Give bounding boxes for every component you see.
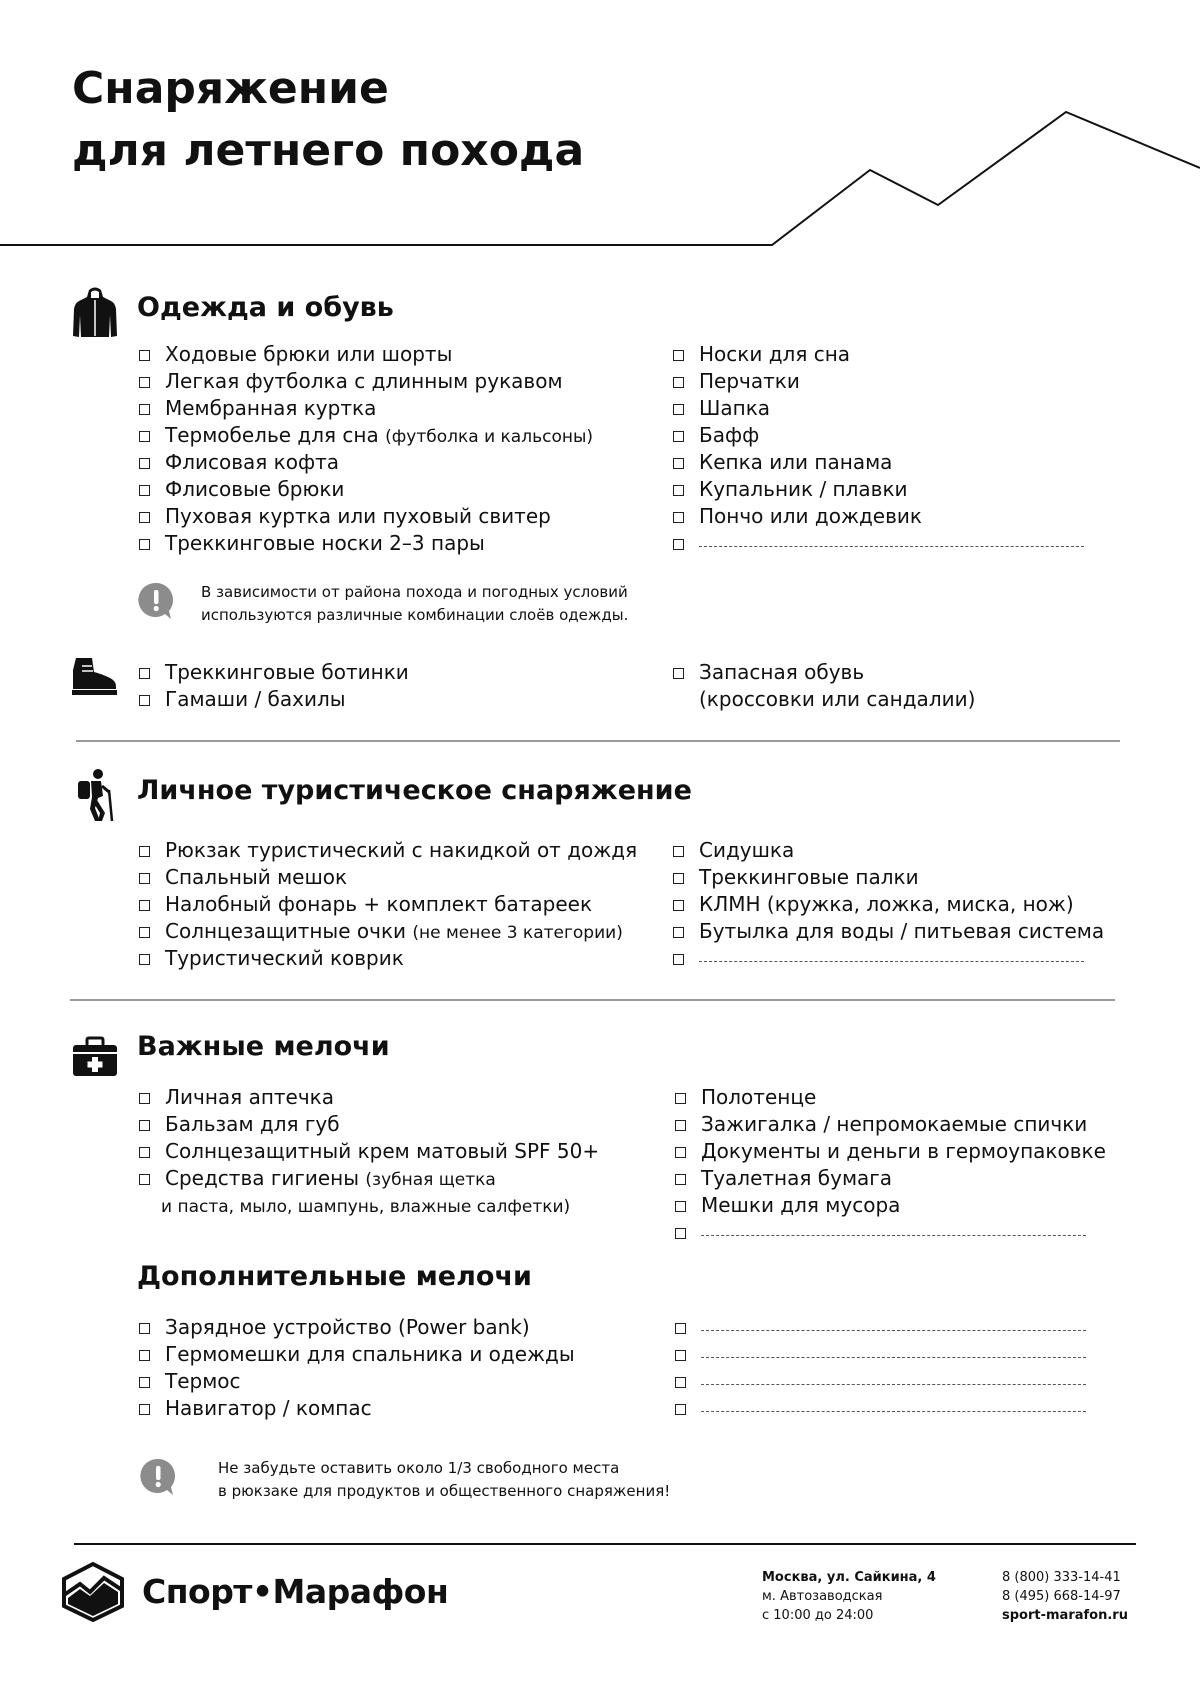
checkbox[interactable] [673, 512, 684, 523]
note-line-1: Не забудьте оставить около 1/3 свободного места [218, 1459, 620, 1477]
checkbox[interactable] [673, 431, 684, 442]
checkbox[interactable] [673, 539, 684, 550]
checkbox[interactable] [139, 846, 150, 857]
checklist-item[interactable]: Купальник / плавки [671, 476, 1084, 503]
checklist-item[interactable]: Флисовая кофта [137, 449, 593, 476]
personal-list-left [137, 837, 637, 972]
checklist-item[interactable]: Треккинговые ботинки [137, 659, 409, 686]
section-divider [76, 740, 1120, 742]
checkbox[interactable] [673, 350, 684, 361]
blank-entry-line[interactable] [701, 1395, 1086, 1412]
opening-hours: с 10:00 до 24:00 [762, 1608, 874, 1623]
extras-list-right [673, 1314, 1086, 1422]
checkbox[interactable] [675, 1377, 686, 1388]
section-divider [70, 999, 1115, 1001]
checkbox[interactable] [139, 900, 150, 911]
checkbox[interactable] [139, 668, 150, 679]
checklist-item[interactable]: Перчатки [671, 368, 1084, 395]
checkbox[interactable] [139, 1093, 150, 1104]
phone-1[interactable]: 8 (800) 333-14-41 [1002, 1570, 1121, 1585]
clothing-list-left [137, 341, 593, 557]
checklist-item[interactable]: Туристический коврик [137, 945, 637, 972]
checklist-item[interactable]: Гамаши / бахилы [137, 686, 409, 713]
brand-name: Спорт•Марафон [142, 1572, 449, 1611]
personal-list-right [671, 837, 1104, 972]
note-line-2: используются различные комбинации слоёв одежды. [201, 606, 629, 624]
checklist-item[interactable]: Запасная обувь [671, 659, 975, 686]
checkbox[interactable] [139, 1350, 150, 1361]
checklist-item[interactable]: Навигатор / компас [137, 1395, 575, 1422]
checklist-item[interactable]: Кепка или панама [671, 449, 1084, 476]
checkbox[interactable] [139, 1404, 150, 1415]
hiker-icon [74, 768, 120, 822]
blank-entry-line[interactable] [701, 1219, 1086, 1236]
checklist-item[interactable]: Солнцезащитный крем матовый SPF 50+ [137, 1138, 599, 1165]
blank-entry-line[interactable] [699, 530, 1084, 547]
checklist-item[interactable]: Термос [137, 1368, 575, 1395]
checklist-item[interactable]: КЛМН (кружка, ложка, миска, нож) [671, 891, 1104, 918]
checklist-item[interactable]: Флисовые брюки [137, 476, 593, 503]
checkbox[interactable] [673, 873, 684, 884]
checkbox[interactable] [139, 458, 150, 469]
address-metro: м. Автозаводская [762, 1589, 883, 1604]
checkbox[interactable] [139, 954, 150, 965]
checklist-item[interactable]: Личная аптечка [137, 1084, 599, 1111]
checklist-item[interactable]: Бутылка для воды / питьевая система [671, 918, 1104, 945]
clothing-list-right [671, 341, 1084, 557]
checklist-item-blank[interactable] [673, 1314, 1086, 1341]
store-address [762, 1568, 936, 1625]
title-line-1: Снаряжение [72, 63, 389, 114]
checkbox[interactable] [673, 954, 684, 965]
checkbox[interactable] [139, 431, 150, 442]
checklist-item[interactable]: Термобелье для сна (футболка и кальсоны) [137, 422, 593, 449]
checklist-item[interactable]: Носки для сна [671, 341, 1084, 368]
checkbox[interactable] [673, 377, 684, 388]
checkbox[interactable] [139, 350, 150, 361]
checklist-item[interactable]: Налобный фонарь + комплект батареек [137, 891, 637, 918]
checklist-item[interactable]: Легкая футболка с длинным рукавом [137, 368, 593, 395]
checkbox[interactable] [139, 1323, 150, 1334]
checklist-item[interactable]: Солнцезащитные очки (не менее 3 категории) [137, 918, 637, 945]
checklist-item[interactable]: Гермомешки для спальника и одежды [137, 1341, 575, 1368]
checkbox[interactable] [139, 485, 150, 496]
checkbox[interactable] [139, 1120, 150, 1131]
footer-divider [74, 1543, 1136, 1545]
store-contacts [1002, 1568, 1128, 1625]
checklist-item[interactable]: Бафф [671, 422, 1084, 449]
note-line-2: в рюкзаке для продуктов и общественного снаряжения! [218, 1482, 671, 1500]
checklist-item[interactable]: Полотенце [673, 1084, 1106, 1111]
checklist-item[interactable]: Спальный мешок [137, 864, 637, 891]
section-heading-essentials: Важные мелочи [137, 1031, 390, 1062]
jacket-icon [72, 286, 118, 340]
checkbox[interactable] [673, 846, 684, 857]
footwear-list-left [137, 659, 409, 713]
checklist-item[interactable]: Сидушка [671, 837, 1104, 864]
checklist-item[interactable]: Пуховая куртка или пуховый свитер [137, 503, 593, 530]
address-street: Москва, ул. Сайкина, 4 [762, 1570, 936, 1585]
checklist-item[interactable]: Треккинговые носки 2–3 пары [137, 530, 593, 557]
checkbox[interactable] [675, 1147, 686, 1158]
checkbox[interactable] [139, 873, 150, 884]
note-line-1: В зависимости от района похода и погодных условий [201, 583, 628, 601]
section-heading-personal: Личное туристическое снаряжение [137, 775, 692, 806]
checkbox[interactable] [139, 1174, 150, 1185]
extras-list-left [137, 1314, 575, 1422]
checklist-item[interactable]: Документы и деньги в гермоупаковке [673, 1138, 1106, 1165]
checklist-item[interactable]: Средства гигиены (зубная щетка и паста, мыло, шампунь, влажные салфетки) [137, 1165, 599, 1219]
checkbox[interactable] [673, 404, 684, 415]
checklist-item-continuation: (кроссовки или сандалии) [699, 687, 976, 711]
checkbox[interactable] [139, 512, 150, 523]
title-line-2: для летнего похода [72, 125, 585, 176]
checklist-item-blank[interactable] [671, 945, 1104, 972]
checkbox[interactable] [139, 404, 150, 415]
checklist-item[interactable]: Шапка [671, 395, 1084, 422]
checkbox[interactable] [139, 377, 150, 388]
checkbox[interactable] [675, 1120, 686, 1131]
checkbox[interactable] [673, 900, 684, 911]
blank-entry-line[interactable] [699, 945, 1084, 962]
checkbox[interactable] [673, 668, 684, 679]
checklist-item[interactable]: Треккинговые палки [671, 864, 1104, 891]
checkbox[interactable] [673, 458, 684, 469]
checklist-item-blank[interactable] [671, 530, 1084, 557]
checklist-item[interactable]: Бальзам для губ [137, 1111, 599, 1138]
checkbox[interactable] [675, 1404, 686, 1415]
checklist-item[interactable]: Туалетная бумага [673, 1165, 1106, 1192]
essentials-list-right [673, 1084, 1106, 1246]
checklist-item[interactable]: Пончо или дождевик [671, 503, 1084, 530]
exclamation-bubble-icon [137, 581, 175, 621]
checkbox[interactable] [675, 1228, 686, 1239]
checklist-item-blank[interactable] [673, 1395, 1086, 1422]
checkbox[interactable] [675, 1350, 686, 1361]
sport-marafon-logo-icon [60, 1562, 126, 1622]
clothing-note [137, 581, 628, 627]
backpack-note [139, 1457, 670, 1503]
blank-entry-line[interactable] [701, 1314, 1086, 1331]
boot-icon [70, 656, 120, 696]
footwear-list-right [671, 659, 975, 713]
exclamation-bubble-icon [139, 1457, 177, 1497]
checklist-item-blank[interactable] [673, 1219, 1106, 1246]
checklist-item[interactable]: Ходовые брюки или шорты [137, 341, 593, 368]
checkbox[interactable] [139, 1377, 150, 1388]
checkbox[interactable] [675, 1174, 686, 1185]
checklist-item[interactable]: Зажигалка / непромокаемые спички [673, 1111, 1106, 1138]
section-heading-clothing: Одежда и обувь [137, 292, 394, 323]
checkbox[interactable] [139, 695, 150, 706]
checklist-item[interactable]: Мембранная куртка [137, 395, 593, 422]
essentials-list-left [137, 1084, 599, 1219]
phone-2[interactable]: 8 (495) 668-14-97 [1002, 1589, 1121, 1604]
mountain-header-line [0, 100, 1200, 250]
checklist-item[interactable]: Зарядное устройство (Power bank) [137, 1314, 575, 1341]
checklist-item-blank[interactable] [673, 1341, 1086, 1368]
section-heading-extras: Дополнительные мелочи [137, 1261, 532, 1292]
checkbox[interactable] [675, 1201, 686, 1212]
checklist-item-blank[interactable] [673, 1368, 1086, 1395]
checkbox[interactable] [139, 927, 150, 938]
checkbox[interactable] [675, 1323, 686, 1334]
checklist-item[interactable]: Мешки для мусора [673, 1192, 1106, 1219]
blank-entry-line[interactable] [701, 1368, 1086, 1385]
checkbox[interactable] [673, 927, 684, 938]
checkbox[interactable] [673, 485, 684, 496]
checkbox[interactable] [139, 539, 150, 550]
checklist-item[interactable]: Рюкзак туристический с накидкой от дождя [137, 837, 637, 864]
checkbox[interactable] [675, 1093, 686, 1104]
website-link[interactable]: sport-marafon.ru [1002, 1608, 1128, 1623]
checkbox[interactable] [139, 1147, 150, 1158]
blank-entry-line[interactable] [701, 1341, 1086, 1358]
first-aid-kit-icon [72, 1030, 118, 1084]
